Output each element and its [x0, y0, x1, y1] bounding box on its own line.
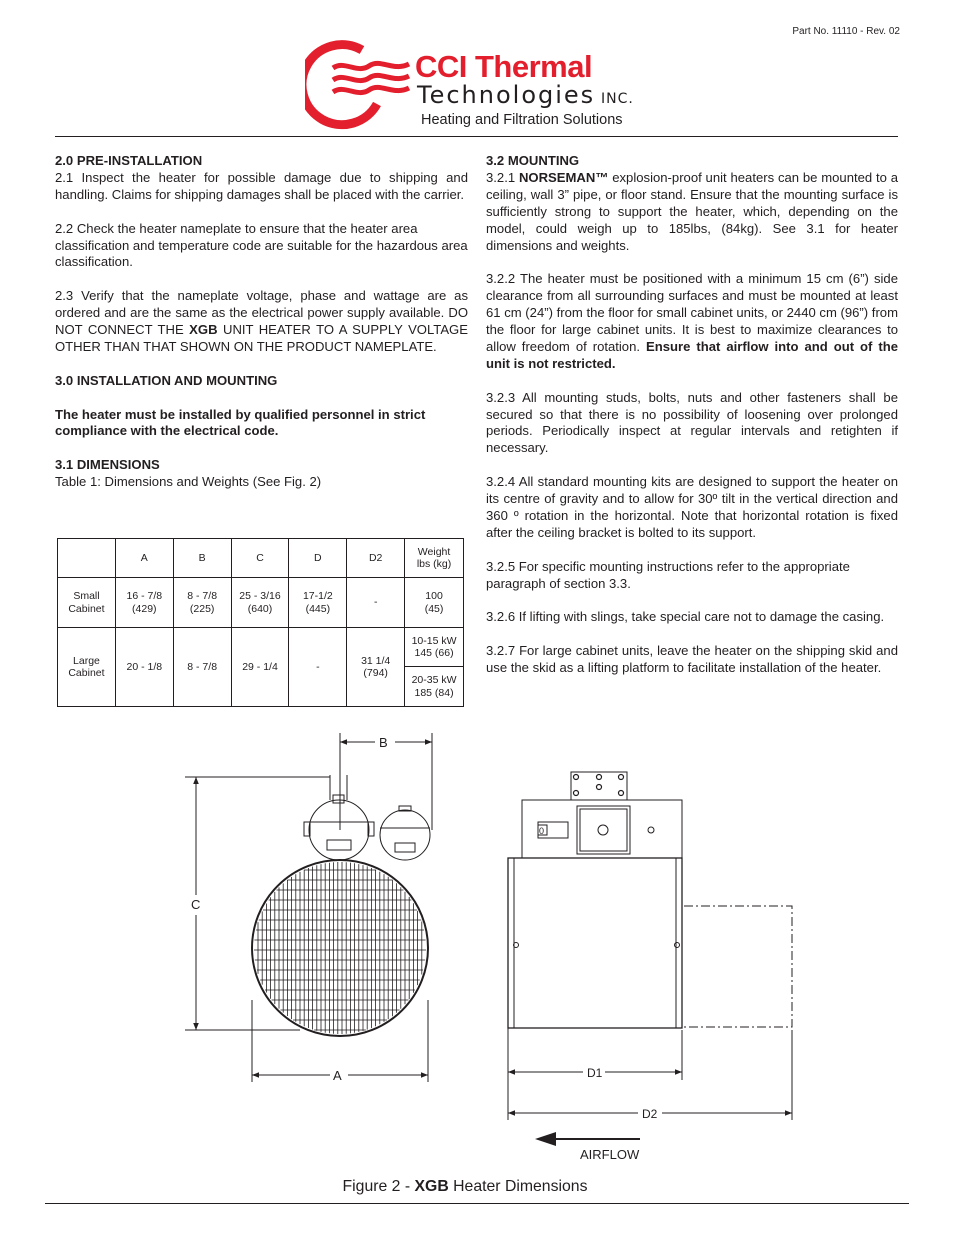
table-header-row: [58, 539, 464, 578]
table-caption: Table 1: Dimensions and Weights (See Fig. 2): [55, 474, 322, 490]
header-cell: C: [231, 539, 289, 578]
header-cell: D: [289, 539, 347, 578]
paragraph-2-2: 2.2 Check the heater nameplate to ensure that the heater area classification and temperature code are suitable for the hazardous area classification.: [55, 220, 468, 270]
table-cell: -: [347, 578, 405, 628]
footer-rule: [45, 1203, 909, 1204]
table-cell: 8 - 7/8 (225): [173, 578, 231, 628]
heater-dimension-figure: [0, 720, 954, 1190]
dim-label-a: A: [333, 1068, 342, 1083]
paragraph-3-2-2: 3.2.2 The heater must be positioned with a minimum 15 cm (6”) side clearance from all surrounding surfaces and must be mounted at least 61 cm (24”) from the floor for small cabinet units, or 2440 cm (96”) from the floor for large cabinet units. It is best to maximize clearances to allow freedom of rotation. Ensure that airflow into and out of the unit is not restricted.: [486, 271, 898, 371]
section-title-3-2: 3.2 MOUNTING: [486, 153, 580, 168]
header-cell-empty: [58, 539, 116, 578]
row-label: Large Cabinet: [58, 628, 116, 707]
paragraph-3-2-1: 3.2.1 NORSEMAN™ explosion-proof unit heaters can be mounted to a ceiling, wall 3” pipe, or floor stand. Ensure that the mounting surface is sufficiently strong to support the heater, which, depending on the model, could weigh up to 185lbs, (84kg). See 3.1 for heater dimensions and weights.: [486, 169, 899, 253]
dim-label-d1: D1: [587, 1066, 603, 1080]
table-cell: 20-35 kW 185 (84): [405, 667, 464, 707]
table-cell: 8 - 7/8: [173, 628, 231, 707]
paragraph-2-1: 2.1 Inspect the heater for possible damage due to shipping and handling. Claims for shipping damages shall be placed with the carrier.: [55, 169, 468, 202]
right-column: [486, 153, 898, 677]
section-title-3-1: 3.1 DIMENSIONS: [55, 457, 160, 473]
paragraph-2-3: 2.3 Verify that the nameplate voltage, phase and wattage are as ordered and are the same as the electrical power supply available. DO NOT CONNECT THE XGB UNIT HEATER TO A SUPPLY VOLTAGE OTHER THAN THAT SHOWN ON THE PRODUCT NAMEPLATE.: [55, 288, 468, 354]
dimensions-table: [57, 538, 464, 707]
logo-sub-text: Technologies: [417, 81, 596, 109]
table-row-small: [58, 578, 464, 628]
left-column: [55, 153, 468, 491]
paragraph-3-2-7: 3.2.7 For large cabinet units, leave the heater on the shipping skid and use the skid as a lifting platform to facilitate installation of the heater.: [486, 643, 898, 676]
header-cell: A: [115, 539, 173, 578]
table-cell: 25 - 3/16 (640): [231, 578, 289, 628]
table-cell: 17-1/2 (445): [289, 578, 347, 628]
row-label: Small Cabinet: [58, 578, 116, 628]
table-cell: 20 - 1/8: [115, 628, 173, 707]
table-row-large: [58, 628, 464, 667]
side-view-drawing: [508, 772, 792, 1162]
dim-label-b: B: [379, 735, 388, 750]
paragraph-3-2-6: 3.2.6 If lifting with slings, take special care not to damage the casing.: [486, 609, 885, 625]
part-number: Part No. 11110 - Rev. 02: [792, 26, 900, 37]
table-cell: 10-15 kW 145 (66): [405, 628, 464, 667]
logo-inc-text: INC.: [601, 91, 634, 107]
paragraph-3-2-4: 3.2.4 All standard mounting kits are designed to support the heater on its centre of gravity and to allow for 30º tilt in the vertical direction and 360 º rotation in the horizontal. Note that horizontal rotation is fixed after the ceiling bracket is bolted to its support.: [486, 474, 898, 540]
airflow-arrow-icon: [535, 1132, 640, 1146]
section-title-3-0: 3.0 INSTALLATION AND MOUNTING: [55, 372, 278, 388]
paragraph-3-2-5: 3.2.5 For specific mounting instructions refer to the appropriate paragraph of section 3.3.: [486, 558, 850, 591]
paragraph-3-2-3: 3.2.3 All mounting studs, bolts, nuts and other fasteners shall be secured so that there is no possibility of loosening over prolonged periods. Periodically inspect at regular intervals and retighten if necessary.: [486, 389, 898, 456]
header-cell: B: [173, 539, 231, 578]
logo-flame-icon: [305, 45, 409, 125]
table-cell: 31 1/4 (794): [347, 628, 405, 707]
figure-caption: Figure 2 - XGB Heater Dimensions: [342, 1178, 588, 1195]
switch-mark: 0: [539, 826, 545, 836]
airflow-label: AIRFLOW: [580, 1147, 640, 1162]
logo-main-text: CCI Thermal: [415, 49, 593, 84]
dim-label-c: C: [191, 897, 201, 912]
dim-label-d2: D2: [642, 1107, 658, 1121]
front-view-drawing: [185, 733, 432, 1083]
header-cell: D2: [347, 539, 405, 578]
table-cell: 29 - 1/4: [231, 628, 289, 707]
company-logo: [305, 40, 655, 130]
section-title-2-0: 2.0 PRE-INSTALLATION: [55, 153, 203, 168]
logo-tagline: Heating and Filtration Solutions: [421, 112, 623, 128]
header-rule: [55, 136, 898, 137]
installation-warning: The heater must be installed by qualified personnel in strict compliance with the electrical code.: [55, 406, 426, 439]
table-cell: 16 - 7/8 (429): [115, 578, 173, 628]
table-cell: 100 (45): [405, 578, 464, 628]
header-cell: Weight lbs (kg): [405, 539, 464, 578]
table-cell: -: [289, 628, 347, 707]
